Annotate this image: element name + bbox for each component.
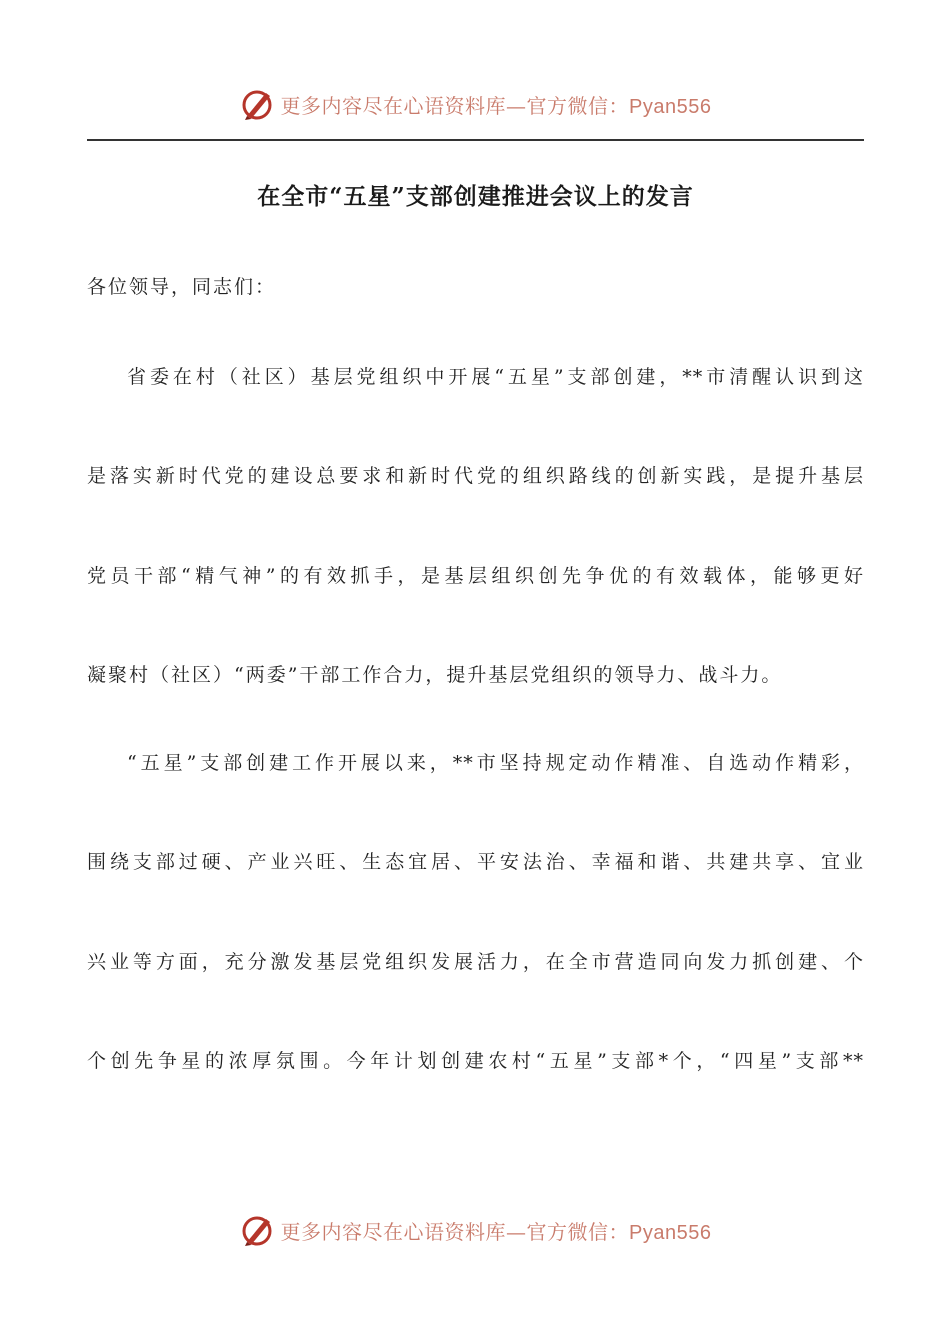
header-watermark bbox=[0, 84, 950, 124]
paragraph-2-line-3: 兴业等方面，充分激发基层党组织发展活力，在全市营造同向发力抓创建、个 bbox=[87, 951, 864, 973]
paragraph-1-line-1: 省委在村（社区）基层党组织中开展“五星”支部创建，**市清醒认识到这 bbox=[127, 366, 864, 388]
paragraph-1-line-2: 是落实新时代党的建设总要求和新时代党的组织路线的创新实践，是提升基层 bbox=[87, 465, 864, 487]
salutation: 各位领导，同志们： bbox=[87, 276, 277, 298]
header-divider bbox=[87, 139, 864, 141]
paragraph-2-line-2: 围绕支部过硬、产业兴旺、生态宜居、平安法治、幸福和谐、共建共享、宜业 bbox=[87, 851, 864, 873]
paragraph-2-line-4: 个创先争星的浓厚氛围。今年计划创建农村“五星”支部*个，“四星”支部** bbox=[87, 1050, 864, 1072]
document-title: 在全市“五星”支部创建推进会议上的发言 bbox=[257, 183, 694, 210]
paragraph-2-line-1: “五星”支部创建工作开展以来，**市坚持规定动作精准、自选动作精彩， bbox=[127, 752, 864, 774]
pen-logo-icon bbox=[239, 1212, 275, 1248]
paragraph-1-line-4: 凝聚村（社区）“两委”干部工作合力，提升基层党组织的领导力、战斗力。 bbox=[87, 664, 783, 686]
paragraph-1-line-3: 党员干部“精气神”的有效抓手，是基层组织创先争优的有效载体，能够更好 bbox=[87, 565, 864, 587]
watermark-text: 更多内容尽在心语资料库—官方微信：Pyan556 bbox=[280, 93, 712, 118]
footer-watermark bbox=[0, 1210, 950, 1250]
pen-logo-icon bbox=[239, 86, 275, 122]
watermark-text: 更多内容尽在心语资料库—官方微信：Pyan556 bbox=[280, 1219, 712, 1244]
